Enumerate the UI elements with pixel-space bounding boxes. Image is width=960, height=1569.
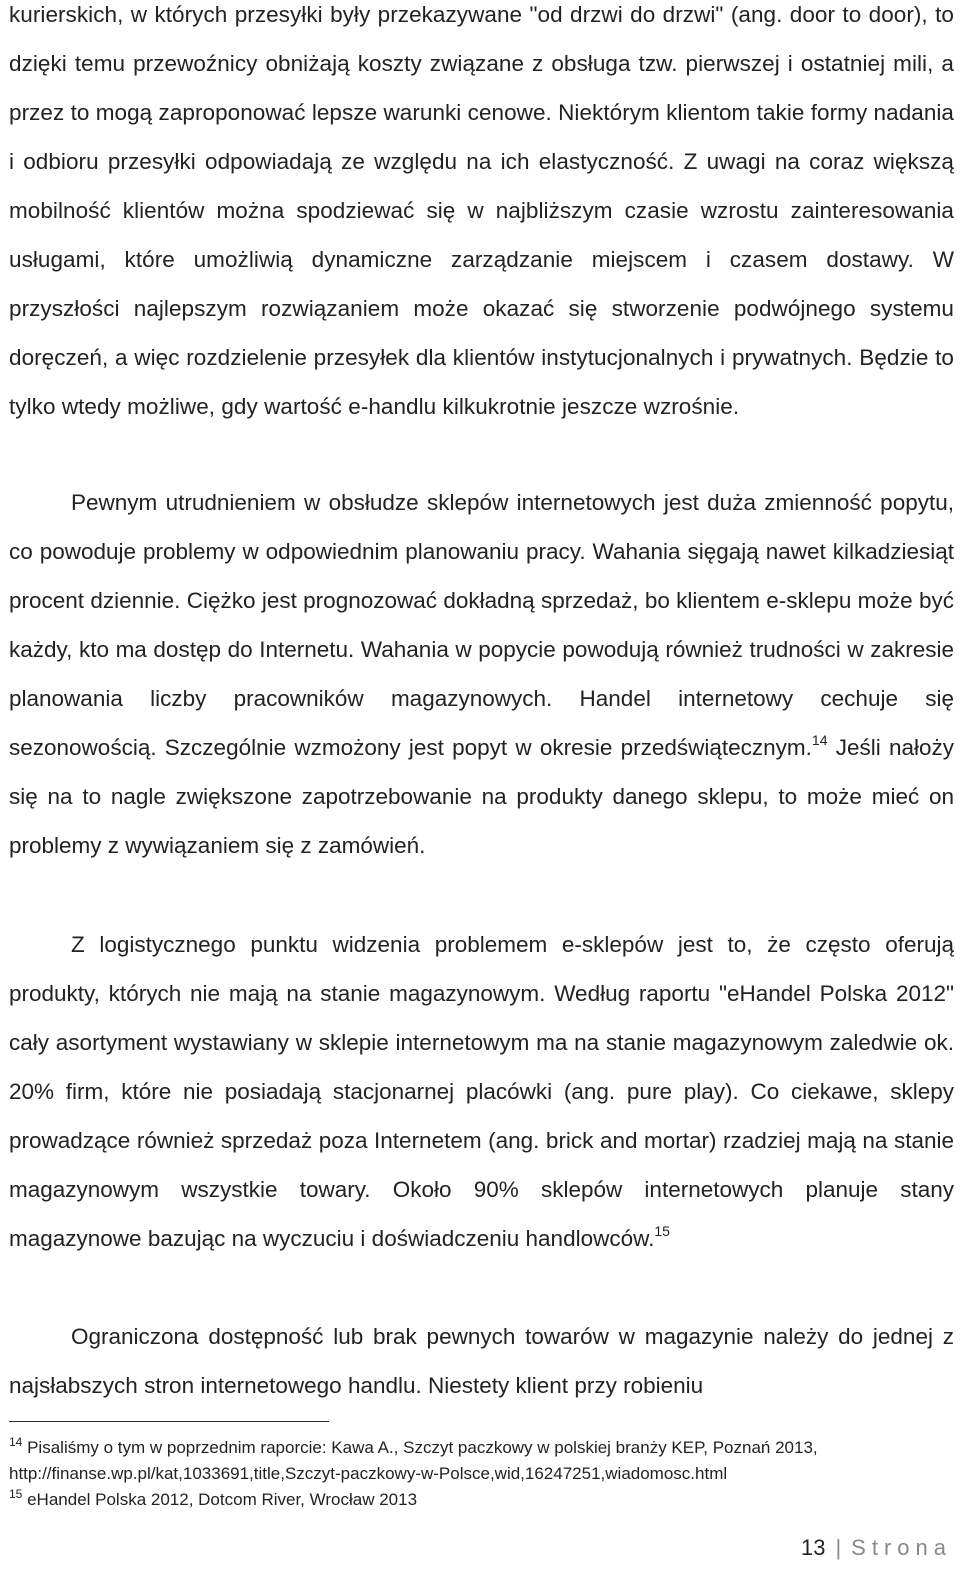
- footnote-14: [9, 1435, 954, 1487]
- paragraph-3-text: Z logistycznego punktu widzenia problemem e-sklepów jest to, że często oferują produkty, których nie mają na stanie magazynowym. Według raportu "eHandel Polska 2012" cały asortyment wystawiany w sklepie internetowym ma na stanie magazynowym zaledwie ok. 20% firm, które nie posiadają stacjonarnej placówki (ang. pure play). Co ciekawe, sklepy prowadzące również sprzedaż poza Internetem (ang. brick and mortar) rzadziej mają na stanie magazynowym wszystkie towary. Około 90% sklepów internetowych planuje stany magazynowe bazując na wyczuciu i doświadczeniu handlowców.: [9, 932, 954, 1251]
- paragraph-3: [9, 920, 954, 1263]
- footnote-text: eHandel Polska 2012, Dotcom River, Wrocław 2013: [27, 1490, 418, 1509]
- paragraph-1-text: kurierskich, w których przesyłki były przekazywane "od drzwi do drzwi" (ang. door to door), to dzięki temu przewoźnicy obniżają koszty związane z obsługa tzw. pierwszej i ostatniej mili, a przez to mogą zaproponować lepsze warunki cenowe. Niektórym klientom takie formy nadania i odbioru przesyłki odpowiadają ze względu na ich elastyczność. Z uwagi na coraz większą mobilność klientów można spodziewać się w najbliższym czasie wzrostu zainteresowania usługami, które umożliwią dynamiczne zarządzanie miejscem i czasem dostawy. W przyszłości najlepszym rozwiązaniem może okazać się stworzenie podwójnego systemu doręczeń, a więc rozdzielenie przesyłek dla klientów instytucjonalnych i prywatnych. Będzie to tylko wtedy możliwe, gdy wartość e-handlu kilkukrotnie jeszcze wzrośnie.: [9, 2, 954, 419]
- footnote-number: 15: [9, 1487, 23, 1501]
- paragraph-4: [9, 1312, 954, 1410]
- footnote-15: [9, 1487, 954, 1513]
- footnote-ref-14[interactable]: 14: [811, 732, 828, 748]
- footnote-number: 14: [9, 1435, 23, 1449]
- footnote-ref-15[interactable]: 15: [654, 1223, 670, 1239]
- page-footer: [801, 1535, 952, 1561]
- paragraph-4-text: Ograniczona dostępność lub brak pewnych towarów w magazynie należy do jednej z najsłabszych stron internetowego handlu. Niestety klient przy robieniu: [9, 1324, 954, 1398]
- footnote-text: Pisaliśmy o tym w poprzednim raporcie: Kawa A., Szczyt paczkowy w polskiej branży KEP, Poznań 2013, http://finanse.wp.pl/kat,1033691,title,Szczyt-paczkowy-w-Polsce,wid,16247251,wiadomosc.html: [9, 1438, 818, 1483]
- paragraph-1: [9, 0, 954, 431]
- footer-separator: |: [835, 1535, 842, 1560]
- paragraph-2-text-a: Pewnym utrudnieniem w obsłudze sklepów internetowych jest duża zmienność popytu, co powoduje problemy w odpowiednim planowaniu pracy. Wahania sięgają nawet kilkadziesiąt procent dziennie. Ciężko jest prognozować dokładną sprzedaż, bo klientem e-sklepu może być każdy, kto ma dostęp do Internetu. Wahania w popycie powodują również trudności w zakresie planowania liczby pracowników magazynowych. Handel internetowy cechuje się sezonowością. Szczególnie wzmożony jest popyt w okresie przedświątecznym.: [9, 490, 954, 760]
- page-number: 13: [800, 1535, 826, 1560]
- footnotes: [9, 1435, 954, 1513]
- paragraph-2: [9, 478, 954, 870]
- paragraph-2-text-b: Jeśli nałoży się na to nagle zwiększone zapotrzebowanie na produkty danego sklepu, to może mieć on problemy z wywiązaniem się z zamówień.: [9, 735, 955, 858]
- page-label: Strona: [851, 1535, 952, 1560]
- footnote-divider: [9, 1421, 329, 1422]
